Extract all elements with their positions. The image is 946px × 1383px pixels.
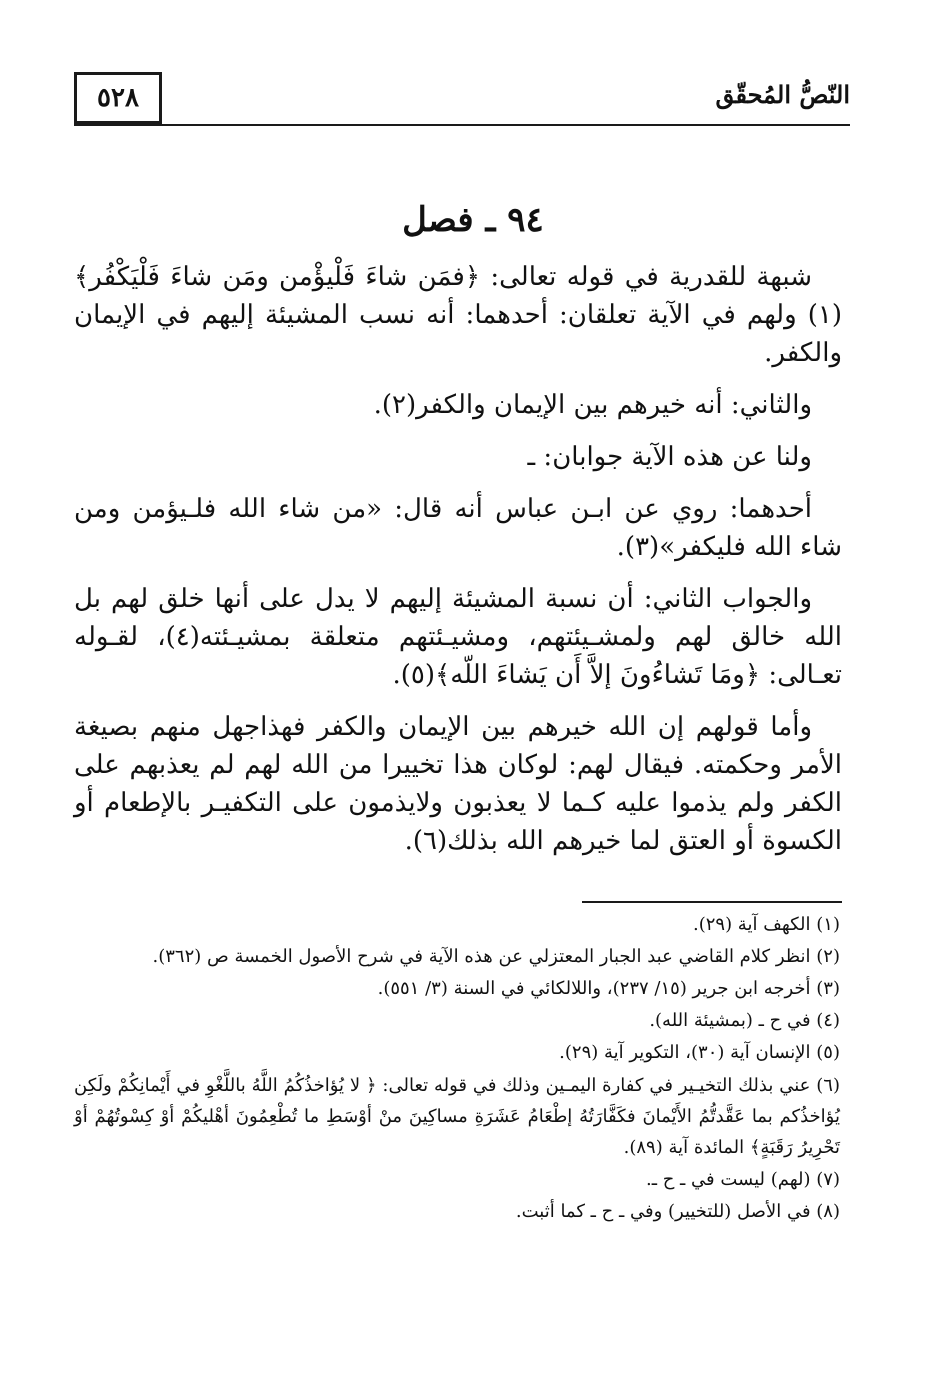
paragraph: أحدهما: روي عن ابـن عباس أنه قال: «من شاء الله فلـيؤمن ومن شاء الله فليكفر»(٣). [74,494,842,562]
footnote: (٨) في الأصل (للتخيير) وفي ـ ح ـ كما أثبت. [515,1201,840,1222]
footnote: (٥) الإنسان آية (٣٠)، التكوير آية (٢٩). [559,1042,840,1063]
paragraph: والجواب الثاني: أن نسبة المشيئة إليهم لا يدل على أنها خلق لهم بل الله خالق لهم ولمشـيئتهم، ومشيـئتهم متعلقة بمشيـئته(٤)، لقـوله تعـالى: ﴿ومَا تَشاءُونَ إلاَّ أَن يَشاءَ اللّه﴾(٥). [74,584,842,690]
footnotes [74,910,840,1229]
paragraph: ولنا عن هذه الآية جوابان: ـ [527,442,812,472]
footnote: (٤) في ح ـ (بمشيئة الله). [649,1010,840,1031]
page-header [74,72,850,130]
header-rule [74,124,850,126]
footnote: (٧) (لهم) ليست في ـ ح ـ. [645,1169,840,1190]
paragraph: شبهة للقدرية في قوله تعالى: ﴿فمَن شاءَ فَلْيؤْمن ومَن شاءَ فَلْيَكْفُر﴾(١) ولهم في الآية تعلقان: أحدهما: أنه نسب المشيئة إليهم في الإيمان والكفر. [74,262,842,368]
footnote: (٣) أخرجه ابن جرير (١٥/ ٢٣٧)، واللالكائي في السنة (٣/ ٥٥١). [377,978,840,999]
footnote-rule [582,901,842,903]
page-number: ٥٢٨ [74,72,162,124]
footnote: (١) الكهف آية (٢٩). [692,914,840,935]
section-heading: ٩٤ ـ فصل [402,200,544,240]
running-title: النّصُّ المُحقّق [715,80,850,109]
footnote: (٦) عني بذلك التخيـير في كفارة اليمـين وذلك في قوله تعالى: ﴿ لا يُؤاخذُكُمُ اللَّهُ باللَّغْوِ في أَيْمانِكُمْ ولَكِن يُؤاخذُكم بما عَقَّدتُّمُ الأَيْمانَ فكَفَّارَتُهُ إطْعَامُ عَشَرَةِ مساكِينَ منْ أوْسَطِ ما تُطْعِمُونَ أهْليكُمْ أوْ كِسْوتُهُمْ أوْ تَحْرِيرُ رَقَبَةٍ﴾ المائدة آية (٨٩). [74,1075,840,1158]
footnote: (٢) انظر كلام القاضي عبد الجبار المعتزلي عن هذه الآية في شرح الأصول الخمسة ص (٣٦٢). [152,946,840,967]
body-text [74,258,842,860]
paragraph: وأما قولهم إن الله خيرهم بين الإيمان والكفر فهذاجهل منهم بصيغة الأمر وحكمته. فيقال لهم: لوكان هذا تخييرا من الله لهم لم يعذبهم على الكفر ولم يذموا عليه كـما لا يعذبون ولايذمون على التكفيـر بالإطعام أو الكسوة أو العتق لما خيرهم الله بذلك(٦). [74,712,842,856]
paragraph: والثاني: أنه خيرهم بين الإيمان والكفر(٢). [373,390,812,420]
